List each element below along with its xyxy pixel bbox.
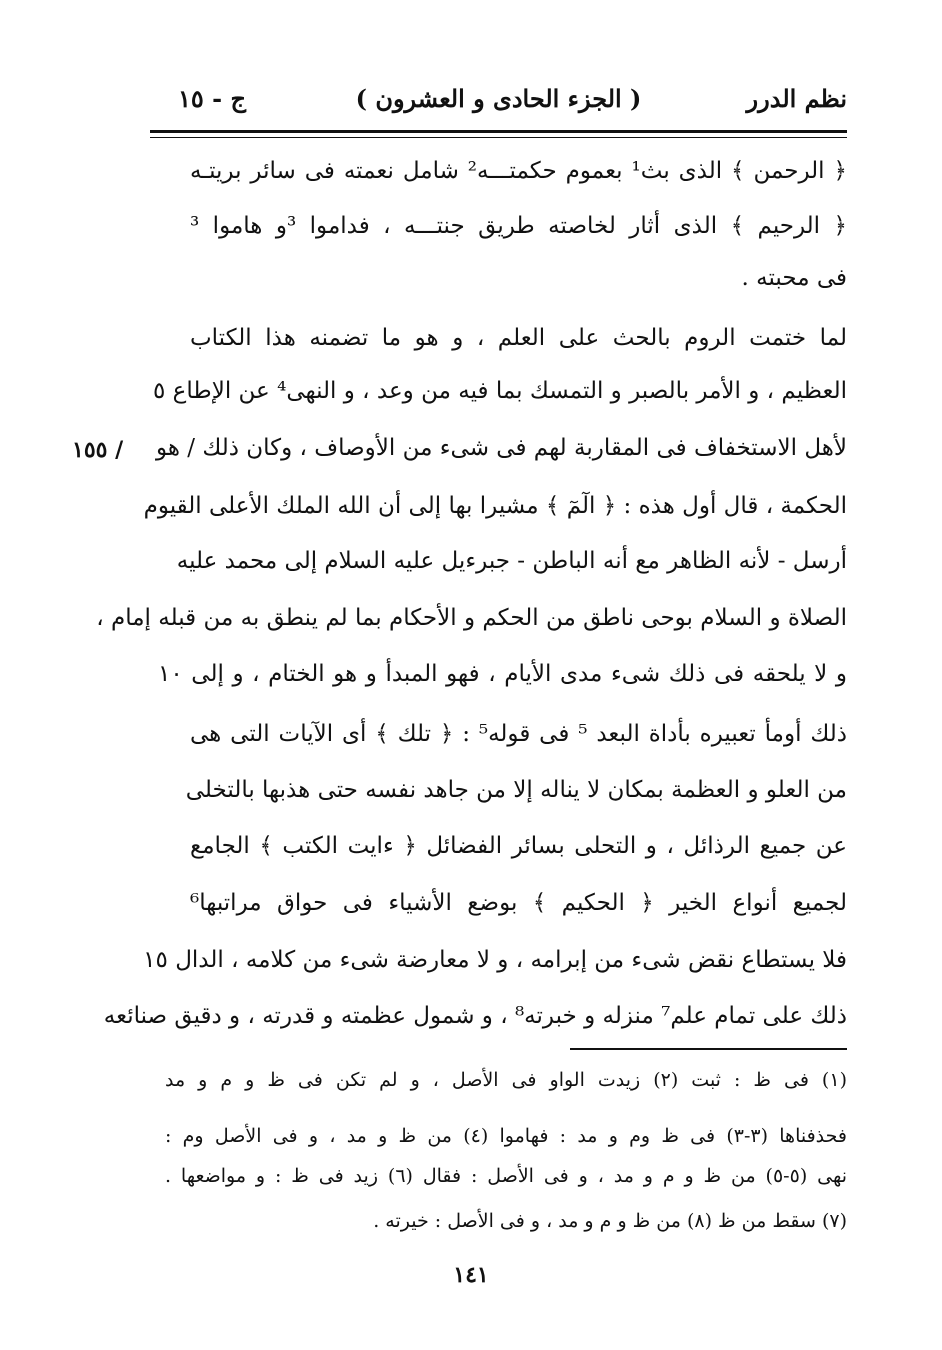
footnote-line-2: فحذفناها (٣-٣) فى ظ وم و مد : فهاموا (٤) من ظ و مد ، و فى الأصل وم : — [165, 1125, 847, 1147]
footnote-rule — [570, 1048, 847, 1050]
book-title: نظم الدرر — [746, 84, 847, 113]
body-line-4: لما ختمت الروم بالحث على العلم ، و هو ما تضمنه هذا الكتاب — [190, 325, 847, 351]
body-line-5: العظيم ، و الأمر بالصبر و التمسك بما فيه من وعد ، و النهى⁴ عن الإطاع ٥ — [153, 378, 847, 404]
part-title: ( الجزء الحادى و العشرون ) — [355, 84, 642, 113]
body-line-16: ذلك على تمام علم⁷ منزله و خبرته⁸ ، و شمول عظمته و قدرته ، و دقيق صنائعه — [103, 1003, 847, 1029]
header-rule — [150, 130, 847, 133]
volume-reference: ج - ١٥ — [178, 84, 246, 113]
running-header — [150, 76, 847, 122]
body-line-10: و لا يلحقه فى ذلك شىء مدى الأيام ، فهو المبدأ و هو الختام ، و إلى ١٠ — [158, 661, 847, 687]
footnote-line-4: (٧) سقط من ظ (٨) من ظ و م و مد ، و فى الأصل : خيرته . — [373, 1210, 847, 1232]
footnote-line-1: (١) فى ظ : ثبت (٢) زيدت الواو فى الأصل ، و لم تكن فى ظ و م و مد — [165, 1069, 847, 1091]
header-rule-thin — [150, 137, 847, 138]
body-line-1: ﴿ الرحمن ﴾ الذى بث¹ بعموم حكمتـــه² شامل نعمته فى سائر بريتـه — [190, 158, 847, 184]
body-line-8: أرسل - لأنه الظاهر مع أنه الباطن - جبرءيل عليه السلام إلى محمد عليه — [176, 548, 847, 574]
body-line-9: الصلاة و السلام بوحى ناطق من الحكم و الأحكام بما لم ينطق به من قبله إمام ، — [96, 605, 847, 631]
body-line-14: لجميع أنواع الخير ﴿ الحكيم ﴾ بوضع الأشياء فى حواق مراتبها⁶ — [190, 890, 847, 916]
body-line-7: الحكمة ، قال أول هذه : ﴿ الٓمٓ ﴾ مشيرا بها إلى أن الله الملك الأعلى القيوم — [143, 493, 847, 519]
body-line-6: لأهل الاستخفاف فى المقاربة لهم فى شىء من الأوصاف ، وكان ذلك / هو — [155, 435, 847, 461]
body-line-11: ذلك أومأ تعبيره بأداة البعد ⁵ فى قوله⁵ : ﴿ تلك ﴾ أى الآيات التى هى — [190, 721, 848, 747]
body-line-3: فى محبته . — [741, 265, 847, 291]
body-line-13: عن جميع الرذائل ، و التحلى بسائر الفضائل ﴿ ءايت الكتب ﴾ الجامع — [190, 833, 847, 859]
body-line-15: فلا يستطاع نقض شىء من إبرامه ، و لا معارضة شىء من كلامه ، الدال ١٥ — [143, 947, 847, 973]
body-line-2: ﴿ الرحيم ﴾ الذى أثار لخاصته طريق جنتـــه ، فداموا ³و هاموا ³ — [190, 213, 847, 239]
margin-folio-note: / ١٥٥ — [72, 437, 124, 463]
footnote-line-3: نهى (٥-٥) من ظ و م و مد ، و فى الأصل : فقال (٦) زيد فى ظ : و مواضعها . — [165, 1165, 847, 1187]
page-number: ١٤١ — [453, 1262, 489, 1288]
body-line-12: من العلو و العظمة بمكان لا يناله إلا من جاهد نفسه حتى هذبها بالتخلى — [185, 777, 847, 803]
